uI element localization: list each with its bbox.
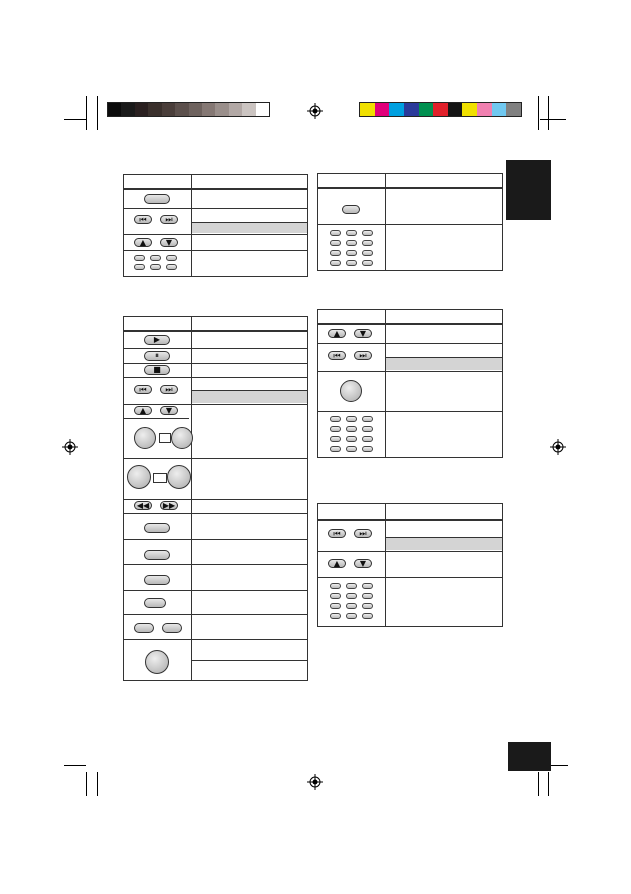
fastforward-icon: ▶▶ bbox=[160, 501, 178, 510]
rewind-icon: ◀◀ bbox=[134, 501, 152, 510]
gray-swatch bbox=[162, 103, 175, 116]
skip-prev-icon: ⏮ bbox=[328, 351, 346, 360]
button-icon bbox=[144, 194, 170, 204]
table-menu-keys bbox=[317, 173, 503, 271]
table-playback-keys bbox=[123, 316, 308, 681]
gray-swatch bbox=[256, 103, 269, 116]
skip-next-icon: ⏭ bbox=[354, 351, 372, 360]
gray-swatch bbox=[215, 103, 228, 116]
up-icon: ▲ bbox=[328, 329, 346, 338]
gray-swatch bbox=[135, 103, 148, 116]
button-icon bbox=[342, 205, 360, 214]
color-swatch bbox=[389, 103, 404, 116]
down-icon: ▼ bbox=[160, 238, 178, 247]
grayscale-bar bbox=[107, 102, 270, 117]
play-button-icon: ▶ bbox=[144, 335, 170, 345]
color-swatch bbox=[433, 103, 448, 116]
table-direct-keys bbox=[317, 503, 503, 627]
skip-next-icon: ⏭ bbox=[160, 385, 178, 394]
color-swatch bbox=[375, 103, 390, 116]
down-icon: ▼ bbox=[354, 329, 372, 338]
color-swatch bbox=[462, 103, 477, 116]
button-icon bbox=[162, 623, 182, 633]
control-dial-icon bbox=[340, 380, 362, 402]
angle-icon bbox=[144, 575, 170, 585]
gray-swatch bbox=[189, 103, 202, 116]
registration-mark-icon bbox=[307, 103, 323, 119]
gray-swatch bbox=[229, 103, 242, 116]
color-swatch bbox=[477, 103, 492, 116]
pause-button-icon: ⏸ bbox=[144, 351, 170, 361]
page-number-block bbox=[508, 742, 551, 771]
language-tab bbox=[506, 160, 551, 220]
audio-icon bbox=[144, 523, 170, 533]
table-search-keys bbox=[317, 309, 503, 458]
subtitle-icon bbox=[144, 550, 170, 560]
skip-prev-icon: ⏮ bbox=[134, 385, 152, 394]
gray-swatch bbox=[148, 103, 161, 116]
color-swatch bbox=[492, 103, 507, 116]
skip-next-icon: ⏭ bbox=[354, 529, 372, 538]
control-dial-icon bbox=[145, 650, 169, 674]
color-swatch bbox=[360, 103, 375, 116]
color-swatch bbox=[419, 103, 434, 116]
color-calibration-bar bbox=[359, 102, 522, 117]
gray-swatch bbox=[175, 103, 188, 116]
down-icon: ▼ bbox=[354, 559, 372, 568]
button-icon bbox=[144, 598, 166, 608]
down-icon: ▼ bbox=[160, 406, 178, 415]
up-icon: ▲ bbox=[328, 559, 346, 568]
registration-mark-icon bbox=[307, 774, 323, 790]
skip-next-icon: ⏭ bbox=[160, 215, 178, 224]
gray-swatch bbox=[121, 103, 134, 116]
table-basic-keys bbox=[123, 174, 308, 277]
skip-prev-icon: ⏮ bbox=[328, 529, 346, 538]
stop-button-icon: ■ bbox=[144, 365, 170, 375]
registration-mark-icon bbox=[550, 439, 566, 455]
color-swatch bbox=[448, 103, 463, 116]
gray-swatch bbox=[242, 103, 255, 116]
gray-swatch bbox=[108, 103, 121, 116]
up-icon: ▲ bbox=[134, 238, 152, 247]
up-icon: ▲ bbox=[134, 406, 152, 415]
skip-prev-icon: ⏮ bbox=[134, 215, 152, 224]
gray-swatch bbox=[202, 103, 215, 116]
registration-mark-icon bbox=[62, 439, 78, 455]
button-icon bbox=[134, 623, 154, 633]
color-swatch bbox=[506, 103, 521, 116]
color-swatch bbox=[404, 103, 419, 116]
